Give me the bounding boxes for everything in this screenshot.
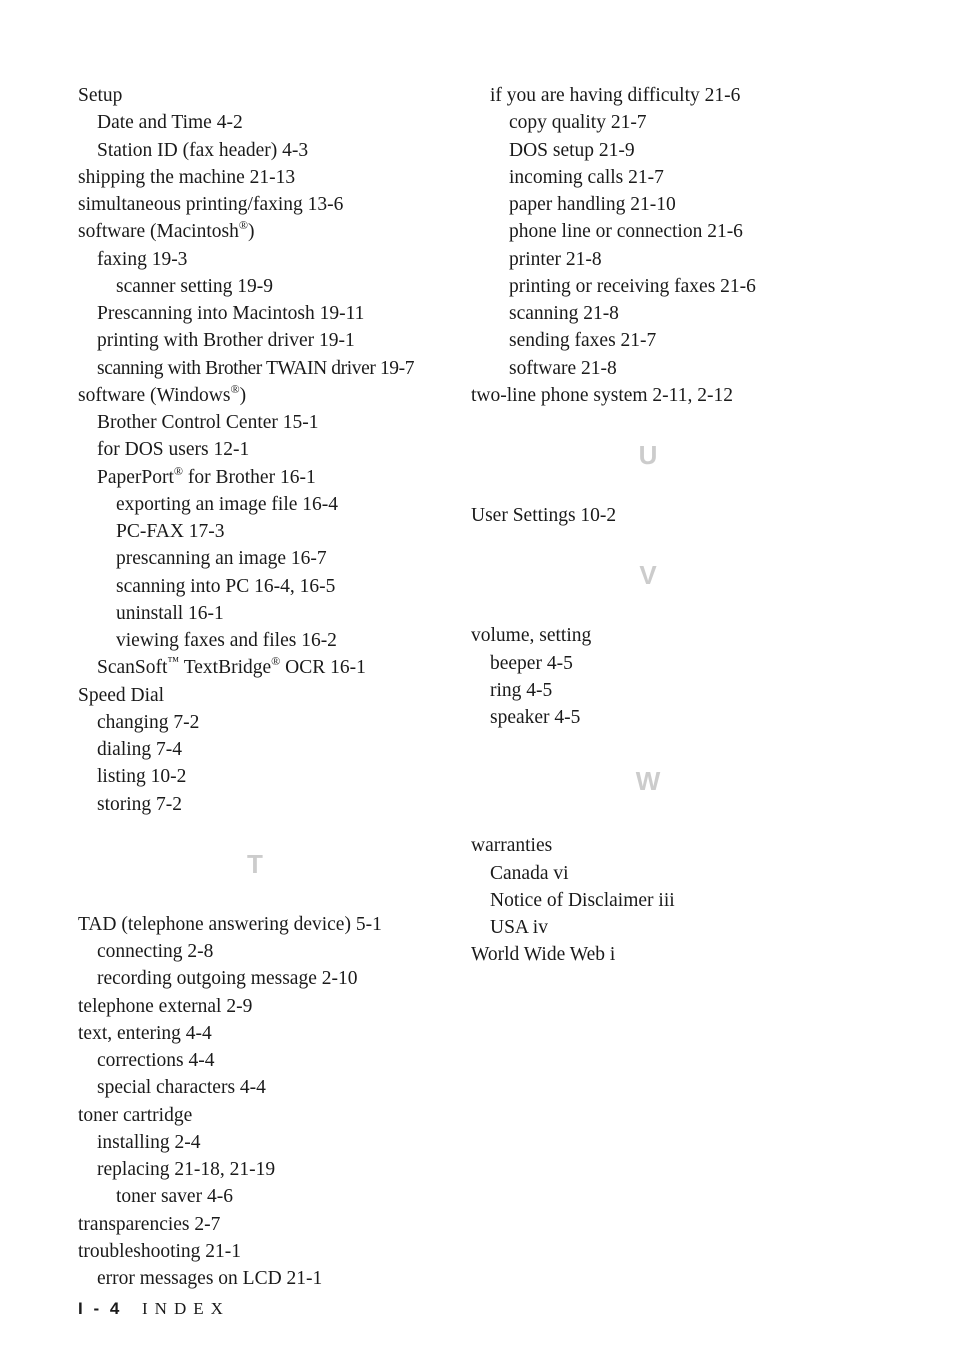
index-entry: toner cartridge — [78, 1104, 193, 1126]
index-entry: installing 2-4 — [97, 1131, 201, 1153]
index-entry: Prescanning into Macintosh 19-11 — [97, 303, 365, 324]
index-entry: beeper 4-5 — [490, 652, 573, 674]
index-entry — [78, 464, 498, 491]
index-entry: TAD (telephone answering device) 5-1 — [78, 913, 382, 935]
index-entry: uninstall 16-1 — [116, 602, 224, 624]
index-entry: volume, setting — [471, 625, 592, 647]
index-entry: telephone external 2-9 — [78, 995, 253, 1017]
index-entry: replacing 21-18, 21-19 — [97, 1159, 276, 1180]
trademark-mark: ™ — [167, 654, 180, 669]
index-entry: changing 7-2 — [97, 711, 200, 733]
index-entry: scanner setting 19-9 — [116, 275, 274, 297]
index-entry: speaker 4-5 — [490, 707, 581, 728]
index-entry: toner saver 4-6 — [116, 1186, 233, 1208]
index-entry: troubleshooting 21-1 — [78, 1240, 242, 1262]
index-entry: simultaneous printing/faxing 13-6 — [78, 194, 344, 215]
trademark-mark: ® — [173, 463, 184, 478]
index-entry: two-line phone system 2-11, 2-12 — [471, 384, 733, 406]
entry-text: PaperPort — [97, 466, 174, 488]
section-letter-u: U — [638, 440, 658, 470]
index-entry: printer 21-8 — [509, 248, 602, 270]
index-entry: if you are having difficulty 21-6 — [490, 85, 741, 106]
index-entry: exporting an image file 16-4 — [116, 493, 339, 515]
index-entry — [78, 218, 498, 245]
index-entry: printing with Brother driver 19-1 — [97, 330, 355, 352]
entry-text-tail: for Brother 16-1 — [183, 466, 316, 488]
index-entry: printing or receiving faxes 21-6 — [509, 275, 756, 297]
trademark-mark: ® — [230, 381, 240, 396]
index-entry: recording outgoing message 2-10 — [97, 968, 358, 990]
index-entry: ring 4-5 — [490, 679, 553, 701]
section-letter-t: T — [247, 848, 263, 879]
index-entry: Date and Time 4-2 — [97, 112, 243, 134]
index-entry: warranties — [471, 835, 553, 857]
entry-text-tail: ) — [247, 221, 255, 243]
index-entry: phone line or connection 21-6 — [509, 221, 743, 243]
index-entry: text, entering 4-4 — [78, 1022, 212, 1044]
index-entry: transparencies 2-7 — [78, 1213, 221, 1235]
trademark-mark: ® — [271, 654, 281, 669]
index-column-right — [471, 82, 891, 969]
index-entry: storing 7-2 — [97, 793, 183, 815]
index-entry: World Wide Web i — [471, 944, 616, 966]
index-entry: faxing 19-3 — [97, 248, 188, 270]
index-entry: viewing faxes and files 16-2 — [116, 630, 337, 651]
index-entry: prescanning an image 16-7 — [116, 548, 327, 570]
index-entry — [78, 654, 498, 681]
index-entry: incoming calls 21-7 — [509, 166, 664, 188]
index-entry: copy quality 21-7 — [509, 112, 647, 134]
index-entry: scanning 21-8 — [509, 303, 619, 324]
page-number: I - 4 — [78, 1299, 123, 1318]
index-entry: Canada vi — [490, 862, 569, 884]
index-entry: scanning into PC 16-4, 16-5 — [116, 575, 336, 597]
index-entry: PC-FAX 17-3 — [116, 521, 225, 542]
entry-text-tail: OCR 16-1 — [280, 657, 366, 679]
index-entry: Setup — [78, 85, 123, 106]
index-entry: error messages on LCD 21-1 — [97, 1268, 323, 1289]
index-entry: dialing 7-4 — [97, 739, 183, 760]
index-entry: listing 10-2 — [97, 766, 187, 788]
entry-text: ScanSoft — [97, 657, 168, 679]
entry-text: software (Windows — [78, 384, 231, 406]
index-entry: Speed Dial — [78, 684, 165, 706]
index-entry — [78, 382, 498, 409]
entry-text: software (Macintosh — [78, 221, 239, 243]
index-entry: paper handling 21-10 — [509, 194, 676, 215]
section-letter-v: V — [639, 560, 657, 591]
index-entry: Station ID (fax header) 4-3 — [97, 139, 309, 161]
index-entry: DOS setup 21-9 — [509, 139, 635, 161]
index-entry: shipping the machine 21-13 — [78, 166, 296, 188]
section-name: INDEX — [142, 1299, 230, 1318]
entry-text-tail: TextBridge — [179, 657, 272, 679]
trademark-mark: ® — [238, 218, 248, 233]
index-column-left — [78, 82, 498, 1292]
entry-text-tail: ) — [239, 384, 247, 406]
index-entry: scanning with Brother TWAIN driver 19-7 — [97, 357, 415, 379]
index-entry: Brother Control Center 15-1 — [97, 412, 319, 433]
index-entry: User Settings 10-2 — [471, 505, 617, 526]
index-entry: for DOS users 12-1 — [97, 439, 250, 461]
index-entry: USA iv — [490, 917, 548, 938]
index-entry: corrections 4-4 — [97, 1050, 215, 1071]
index-entry: connecting 2-8 — [97, 941, 214, 962]
index-entry: sending faxes 21-7 — [509, 330, 657, 352]
index-entry: Notice of Disclaimer iii — [490, 889, 675, 911]
section-letter-w: W — [635, 766, 661, 797]
index-entry: software 21-8 — [509, 357, 617, 379]
index-entry: special characters 4-4 — [97, 1077, 266, 1099]
